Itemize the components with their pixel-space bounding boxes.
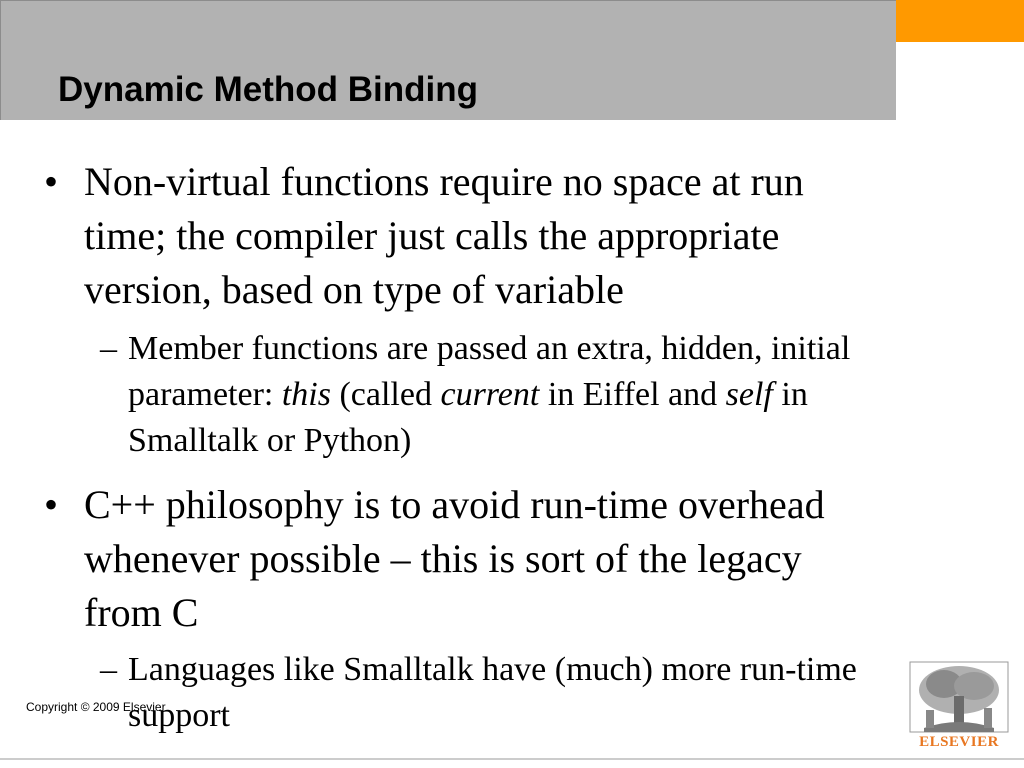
sub-bullet-2-line-2: support bbox=[128, 697, 230, 734]
sub-bullet-1-line-1: Member functions are passed an extra, hidden, initial bbox=[128, 330, 851, 367]
bullet-marker: • bbox=[44, 159, 59, 204]
bullet-1-line-3: version, based on type of variable bbox=[84, 267, 624, 312]
bullet-marker: • bbox=[44, 482, 59, 527]
bullet-2-line-2: whenever possible – this is sort of the legacy bbox=[84, 536, 802, 581]
copyright-text: Copyright © 2009 Elsevier bbox=[26, 700, 166, 714]
bullet-2-line-1: C++ philosophy is to avoid run-time overhead bbox=[84, 482, 825, 527]
sub-bullet-1-line-3: Smalltalk or Python) bbox=[128, 422, 412, 459]
sub-bullet-2-line-1: Languages like Smalltalk have (much) more run-time bbox=[128, 651, 857, 688]
sub-bullet-1-line-2: parameter: this (called current in Eiffel and self in bbox=[128, 376, 808, 413]
sub-bullet-marker: – bbox=[100, 651, 117, 688]
bullet-2-line-3: from C bbox=[84, 590, 199, 635]
slide-title: Dynamic Method Binding bbox=[58, 70, 478, 109]
bottom-divider bbox=[0, 758, 1024, 760]
bullet-1-line-1: Non-virtual functions require no space at run bbox=[84, 159, 804, 204]
elsevier-logo-text: ELSEVIER bbox=[919, 734, 999, 750]
bullet-1-line-2: time; the compiler just calls the appropriate bbox=[84, 213, 780, 258]
sub-bullet-marker: – bbox=[100, 330, 117, 367]
